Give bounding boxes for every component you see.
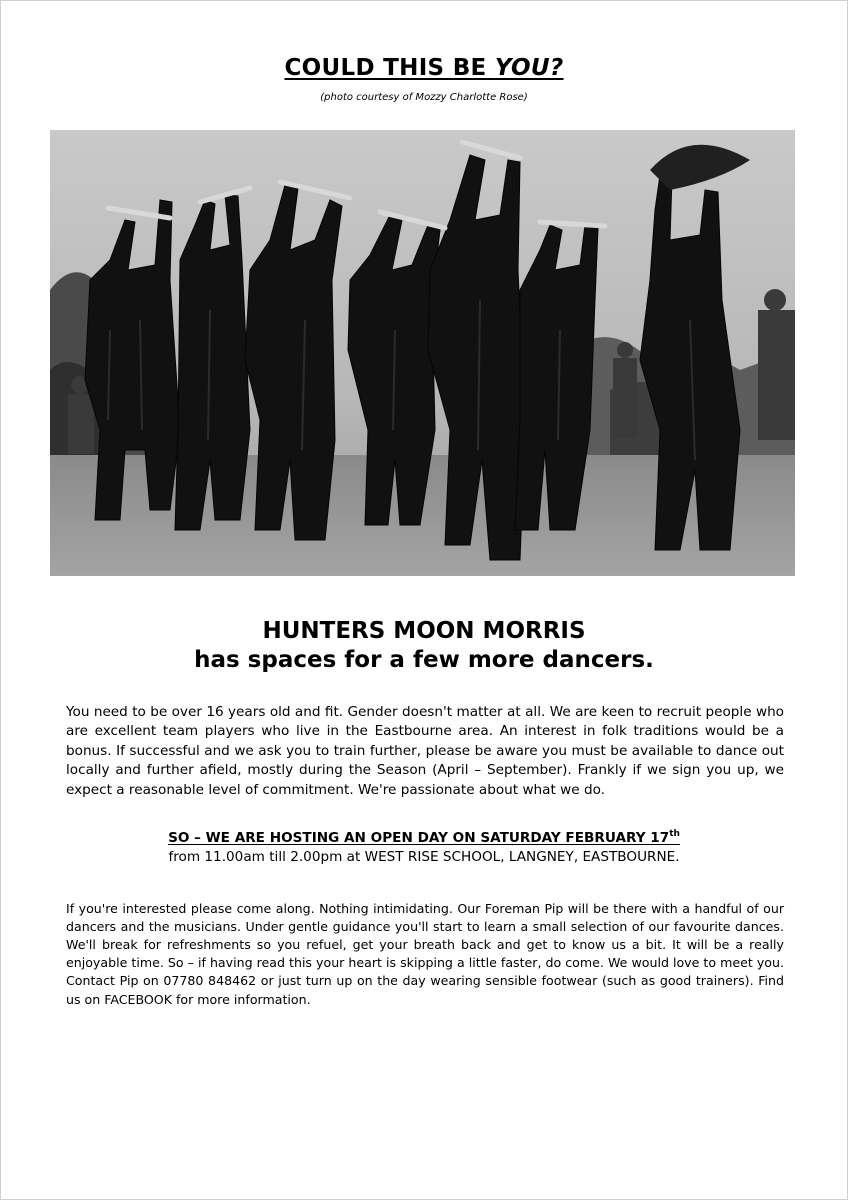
- headline-emphasis: YOU?: [494, 55, 564, 81]
- organisation-name: HUNTERS MOON MORRIS: [262, 618, 586, 644]
- open-day-heading: [0, 829, 848, 848]
- photo-credit: (photo courtesy of Mozzy Charlotte Rose): [320, 92, 528, 103]
- headline-main: COULD THIS BE: [284, 55, 495, 81]
- organisation-heading: [0, 617, 848, 675]
- intro-paragraph: You need to be over 16 years old and fit. Gender doesn't matter at all. We are keen to recruit people who are excellent team players who live in the Eastbourne area. An interest in folk traditions would be a bonus. If successful and we ask you to train further, please be aware you must be available to dance out locally and further afield, mostly during the Season (April – September). Frankly if we sign you up, we expect a reasonable level of commitment. We're passionate about what we do.: [66, 703, 784, 798]
- open-day-heading-text: SO – WE ARE HOSTING AN OPEN DAY ON SATURDAY FEBRUARY 17: [168, 830, 670, 846]
- headline: [0, 55, 848, 81]
- open-day-heading-suffix: th: [669, 829, 680, 839]
- open-day-announcement: [0, 829, 848, 867]
- organisation-tagline: has spaces for a few more dancers.: [194, 647, 654, 673]
- details-paragraph: If you're interested please come along. Nothing intimidating. Our Foreman Pip will be there with a handful of our dancers and the musicians. Under gentle guidance you'll start to learn a small selection of our favourite dances. We'll break for refreshments so you refuel, get your breath back and get to know us a bit. It will be a really enjoyable time. So – if having read this your heart is skipping a little faster, do come. We would love to meet you. Contact Pip on 07780 848462 or just turn up on the day wearing sensible footwear (such as good trainers). Find us on FACEBOOK for more information.: [66, 900, 784, 1007]
- open-day-details: from 11.00am till 2.00pm at WEST RISE SCHOOL, LANGNEY, EASTBOURNE.: [168, 849, 680, 865]
- morris-dancers-photo: [50, 130, 795, 576]
